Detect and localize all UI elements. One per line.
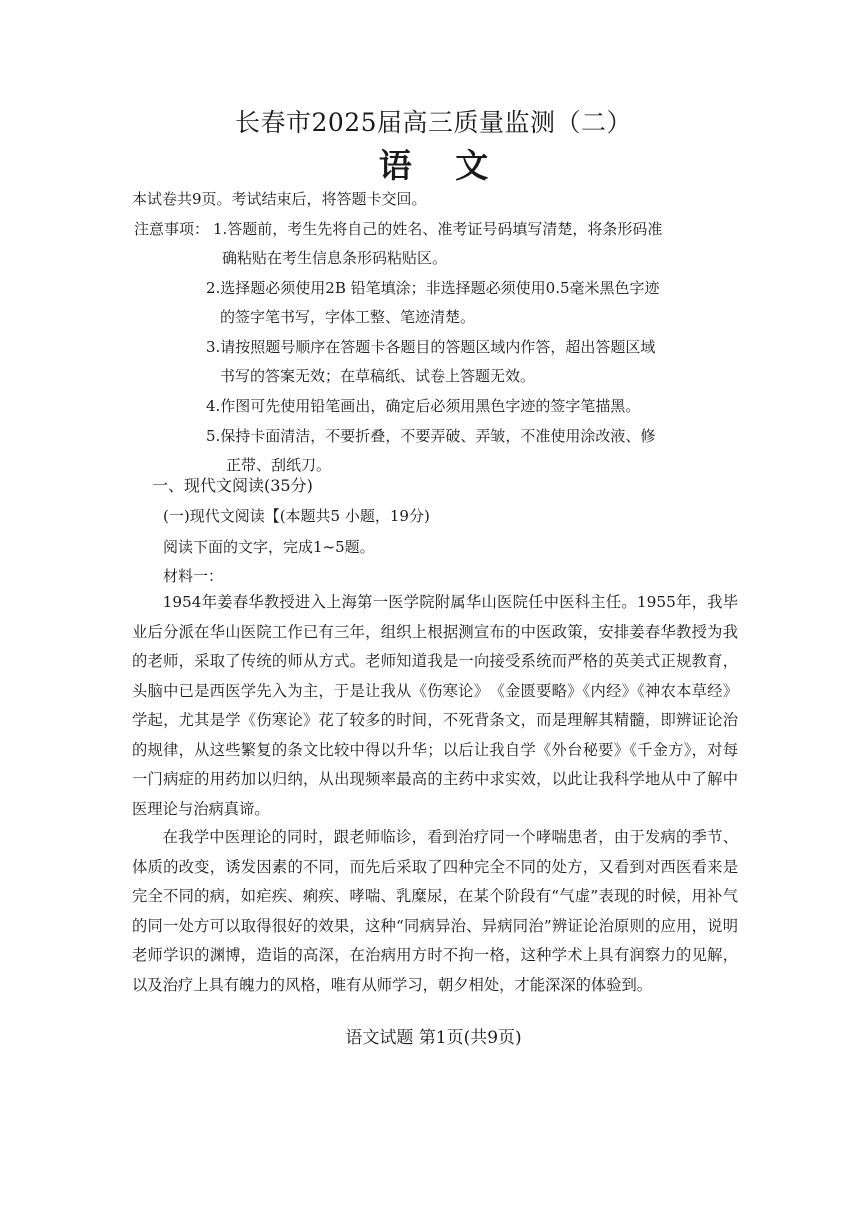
subject-title: 语 文: [378, 146, 505, 185]
material-paragraph-1: 1954年姜春华教授进入上海第一医学院附属华山医院任中医科主任。1955年，我毕业后分派在华山医院工作已有三年，组织上根据测宣布的中医政策，安排姜春华教授为我的老师，采取了传统的师从方式。老师知道我是一向接受系统而严格的英美式正规教育，头脑中已是西医学先入为主，于是让我从《伤寒论》 《金匮要略》《内经》《神农本草经》学起，尤其是学《伤寒论》花了较多的时间，不死背条文，而是理解其精髓，即辨证论治的规律，从这些繁复的条文比较中得以升华；以后让我自学《外台秘要》《千金方》，对每一门病症的用药加以归纳，从出现频率最高的主药中求实效，以此让我科学地从中了解中医理论与治病真谛。: [132, 593, 738, 818]
note-item-2-line-2: 的签字笔书写，字体工整、笔迹清楚。: [220, 308, 476, 326]
note-item-5-line-2: 正带、刮纸刀。: [226, 456, 332, 474]
note-item-1-line-2: 确粘贴在考生信息条形码粘贴区。: [222, 249, 448, 267]
note-item-5-line-1: 5.保持卡面清洁，不要折叠，不要弄破、弄皱，不准使用涂改液、修: [206, 427, 656, 445]
note-item-3-line-1: 3.请按照题号顺序在答题卡各题目的答题区域内作答，超出答题区域: [206, 338, 656, 356]
exam-intro: 本试卷共9页。考试结束后，将答题卡交回。: [132, 190, 427, 208]
section-heading: 一、现代文阅读(35分): [152, 476, 313, 495]
sub-section-heading: (一)现代文阅读【(本题共5 小题，19分): [163, 507, 430, 525]
note-item-4-line-1: 4.作图可先使用铅笔画出，确定后必须用黑色字迹的签字笔描黑。: [206, 397, 641, 415]
page-footer: 语文试题 第1页(共9页): [345, 1028, 522, 1048]
notes-label: 注意事项：: [134, 220, 210, 238]
exam-title: 长春市2025届高三质量监测（二）: [234, 108, 633, 137]
reading-instruction: 阅读下面的文字，完成1~5题。: [163, 538, 375, 556]
note-item-3-line-2: 书写的答案无效；在草稿纸、试卷上答题无效。: [220, 367, 536, 385]
note-item-1-line-1: 1.答题前，考生先将自己的姓名、准考证号码填写清楚，将条形码准: [213, 220, 663, 238]
material-paragraph-2: 在我学中医理论的同时，跟老师临诊，看到治疗同一个哮喘患者，由于发病的季节、体质的改变，诱发因素的不同，而先后采取了四种完全不同的处方，又看到对西医看来是完全不同的病，如疟疾、痢疾、哮喘、乳糜尿，在某个阶段有“气虚”表现的时候，用补气的同一处方可以取得很好的效果，这种“同病异治、异病同治”辨证论治原则的应用，说明老师学识的渊博，造诣的高深，在治病用方时不拘一格，这种学术上具有润察力的见解，以及治疗上具有魄力的风格，唯有从师学习，朝夕相处，才能深深的体验到。: [132, 828, 738, 994]
note-item-2-line-1: 2.选择题必须使用2B 铅笔填涂；非选择题必须使用0.5毫米黑色字迹: [206, 279, 660, 297]
material-label: 材料一：: [163, 567, 224, 585]
